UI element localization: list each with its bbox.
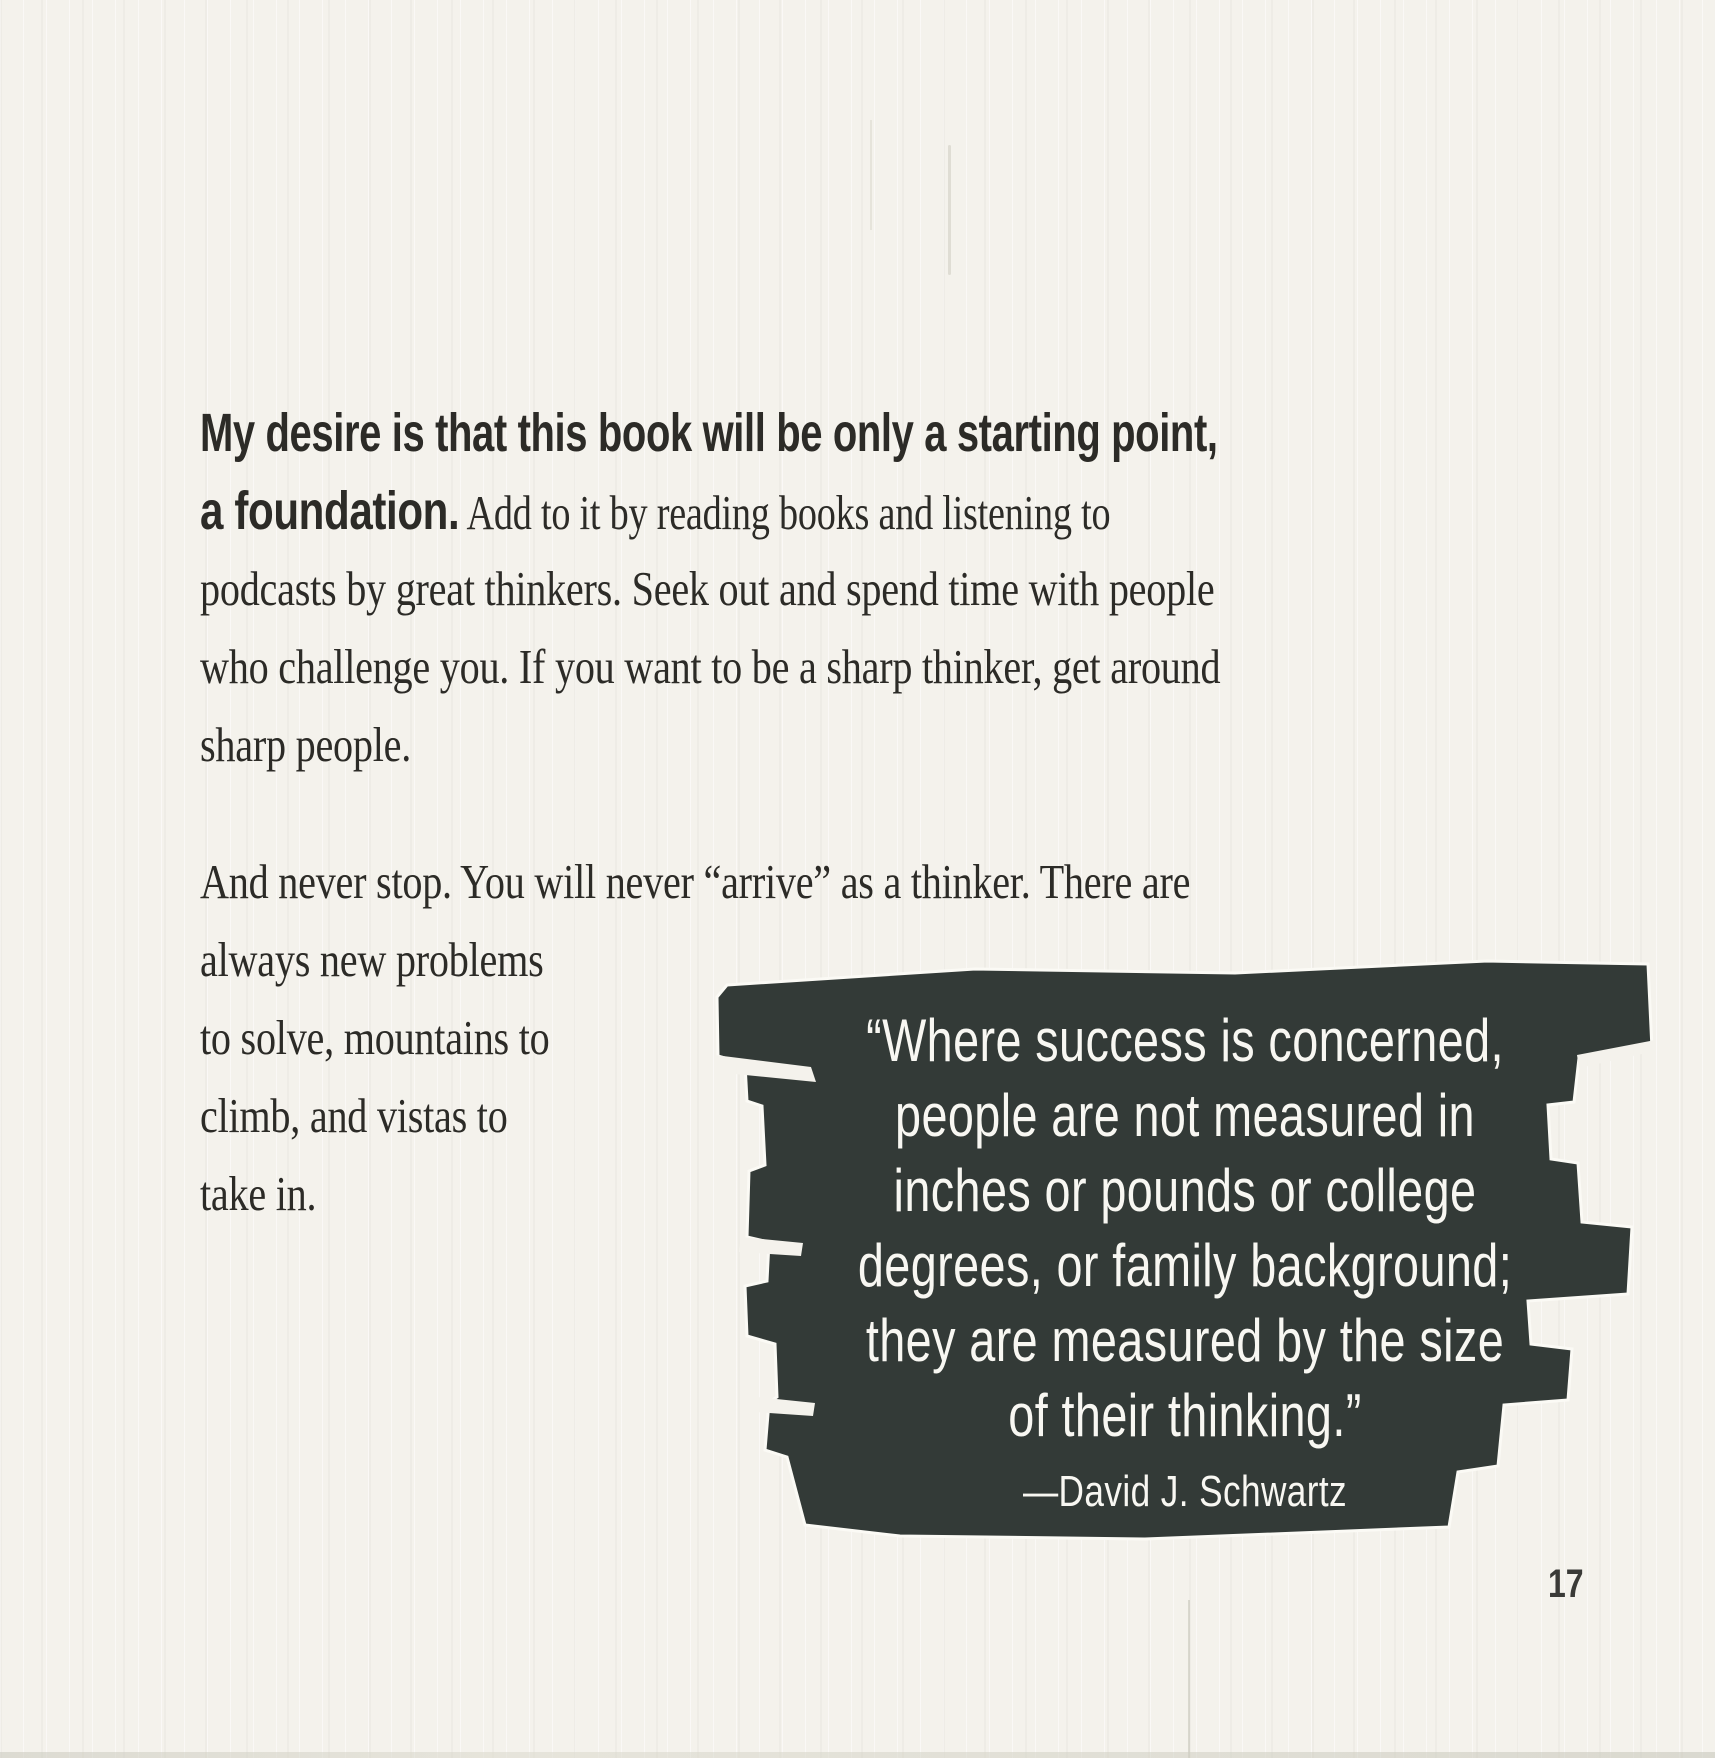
paragraph-intro [200, 394, 1575, 784]
quote-line: of their thinking.” [1008, 1382, 1362, 1449]
page-number: 17 [1548, 1562, 1584, 1606]
text-line: take in. [200, 1166, 317, 1221]
text-line: to solve, mountains to [200, 1010, 550, 1065]
scan-crease-artifact [870, 120, 872, 230]
scan-crease-artifact [1188, 1600, 1190, 1758]
scan-crease-artifact [948, 145, 951, 275]
text-line [200, 472, 1273, 550]
quote-highlight-block [715, 955, 1655, 1546]
quote-line: “Where success is concerned, [866, 1007, 1504, 1074]
scan-bottom-edge [0, 1752, 1715, 1758]
quote-line: people are not measured in [895, 1082, 1475, 1149]
text-line: My desire is that this book will be only a starting point, [200, 403, 1218, 463]
text-line: podcasts by great thinkers. Seek out and spend time with people [200, 561, 1215, 616]
text-line: always new problems [200, 932, 544, 987]
text-line: who challenge you. If you want to be a sharp thinker, get around [200, 639, 1221, 694]
quote-text [715, 1003, 1655, 1517]
text-line: And never stop. You will never “arrive” as a thinker. There are [200, 854, 1191, 909]
text-line: sharp people. [200, 717, 412, 772]
quote-attribution: —David J. Schwartz [1022, 1467, 1348, 1516]
quote-line: inches or pounds or college [893, 1157, 1477, 1224]
bold-lead-text: a foundation. [200, 481, 460, 541]
body-text: Add to it by reading books and listening to [459, 485, 1111, 540]
text-line: climb, and vistas to [200, 1088, 508, 1143]
quote-line: degrees, or family background; [857, 1232, 1513, 1299]
quote-line: they are measured by the size [865, 1307, 1505, 1374]
